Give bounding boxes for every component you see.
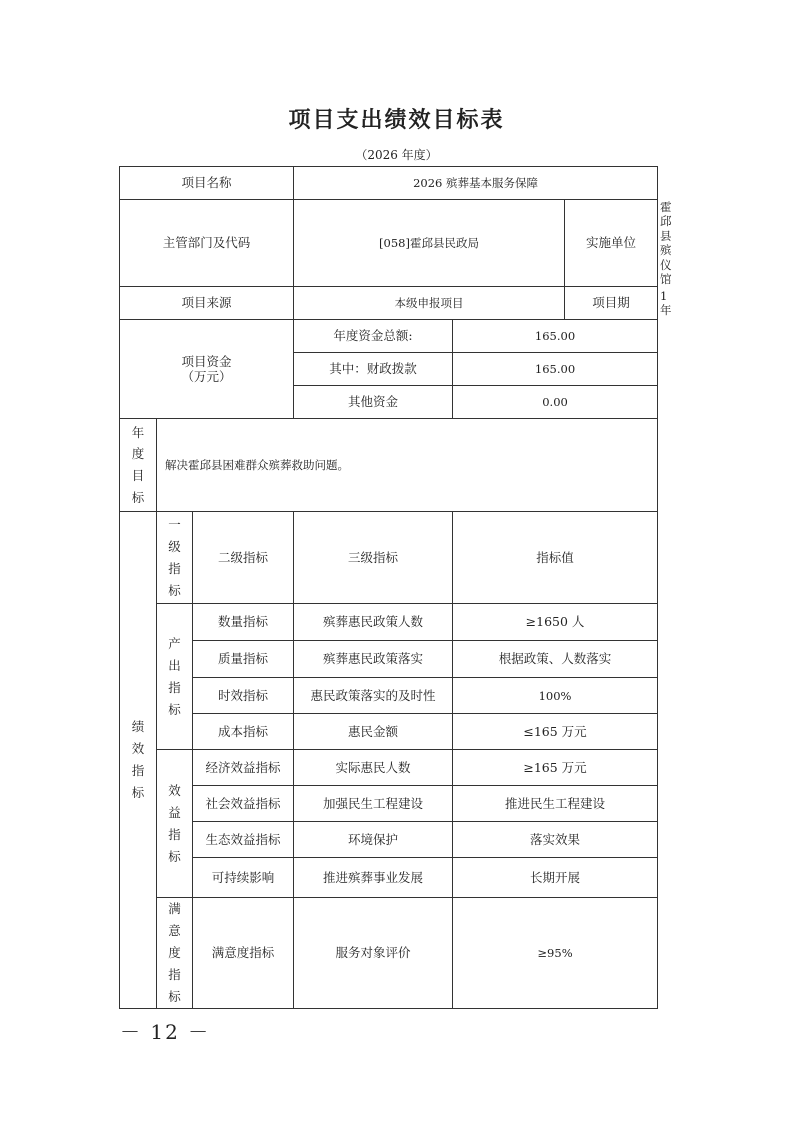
indicator-level3: 加强民生工程建设 (294, 786, 453, 822)
goal-label (120, 419, 157, 512)
impl-label: 实施单位 (565, 200, 658, 287)
funds-label-line1: 项目资金 (181, 353, 232, 369)
group-label-output (157, 604, 193, 750)
section-label-char: 指 (131, 762, 145, 778)
indicator-level3: 实际惠民人数 (294, 750, 453, 786)
indicator-level3: 殡葬惠民政策人数 (294, 604, 453, 641)
section-label-char: 效 (131, 741, 145, 757)
goal-label-char: 度 (131, 446, 145, 462)
indicator-level3: 惠民政策落实的及时性 (294, 678, 453, 714)
indicator-level3: 推进殡葬事业发展 (294, 858, 453, 898)
indicator-value: ≤165 万元 (453, 714, 658, 750)
indicator-value: ≥1650 人 (453, 604, 658, 641)
indicator-value: ≥95% (453, 898, 658, 1008)
indicator-value: 推进民生工程建设 (453, 786, 658, 822)
header-value: 指标值 (453, 512, 658, 604)
page-number: － 12 － (120, 1020, 211, 1044)
indicator-level3: 殡葬惠民政策落实 (294, 641, 453, 678)
goal-label-char: 目 (131, 468, 145, 484)
period-label: 项目期 (565, 287, 658, 320)
funds-fiscal-value: 165.00 (453, 353, 658, 386)
indicator-level2: 社会效益指标 (193, 786, 294, 822)
source-label: 项目来源 (120, 287, 294, 320)
funds-label-line2: （万元） (181, 369, 232, 385)
goal-text: 解决霍邱县困难群众殡葬救助问题。 (157, 419, 658, 512)
indicator-level2: 经济效益指标 (193, 750, 294, 786)
group-label-char: 效 (168, 783, 181, 798)
indicator-value: 长期开展 (453, 858, 658, 898)
funds-label (120, 320, 294, 419)
group-label-satisfaction (157, 898, 193, 1008)
group-label-char: 出 (168, 657, 181, 673)
indicator-value: 落实效果 (453, 822, 658, 858)
group-label-char: 益 (168, 804, 181, 820)
performance-target-table: 项目名称 2026 殡葬基本服务保障 主管部门及代码 [058]霍邱县民政局 实施单位 霍邱县殡仪馆 项目来源 本级申报项目 项目期 1 年 项目资金 （万元） 年度资金总额: 165.00 其中：财政拨款 165.00 其他资金 0.00 年 度 目 标 解决霍邱县困难群众殡葬救助问题。 绩 效 指 标 一 级 指 标 二级指标 三级指标 指标值 产 出 指 标 数量指标 殡葬惠民政策人数 ≥1650 人 质量指标 殡葬惠民政策落实 根据政策、人数落实 时效指标 惠民政策落实的及时性 100% 成本指标 惠民金额 ≤165 万元 效 益 指 标 经济效益指标 实际惠民人数 ≥165 万元 社会效益指标 加强民生工程建设 推进民生工程建设 生态效益指标 环境保护 落实效果 可持续影响 推进殡葬事业发展 长期开展 满 意 度 指 标 满意度指标 服务对象评价 ≥95% (119, 166, 658, 1009)
indicator-level2: 满意度指标 (193, 898, 294, 1008)
group-label-char: 指 (168, 966, 181, 982)
indicator-level2: 可持续影响 (193, 858, 294, 898)
header-level1-char: 指 (168, 560, 181, 576)
goal-label-char: 标 (131, 490, 145, 506)
group-label-char: 产 (168, 636, 181, 651)
indicator-level2: 数量指标 (193, 604, 294, 641)
header-level1 (157, 512, 193, 604)
indicator-level2: 生态效益指标 (193, 822, 294, 858)
funds-total-label: 年度资金总额: (294, 320, 453, 353)
indicator-level3: 环境保护 (294, 822, 453, 858)
dept-label: 主管部门及代码 (120, 200, 294, 287)
header-level3: 三级指标 (294, 512, 453, 604)
header-level1-char: 标 (168, 582, 181, 598)
group-label-char: 满 (168, 901, 181, 917)
project-name-value: 2026 殡葬基本服务保障 (294, 167, 658, 200)
indicator-value: 100% (453, 678, 658, 714)
funds-other-value: 0.00 (453, 386, 658, 419)
goal-label-char: 年 (131, 424, 145, 440)
group-label-char: 标 (168, 848, 181, 864)
indicator-value: 根据政策、人数落实 (453, 641, 658, 678)
indicator-level2: 成本指标 (193, 714, 294, 750)
indicator-level2: 质量指标 (193, 641, 294, 678)
indicator-value: ≥165 万元 (453, 750, 658, 786)
header-level2: 二级指标 (193, 512, 294, 604)
section-label-char: 标 (131, 784, 145, 800)
project-name-label: 项目名称 (120, 167, 294, 200)
group-label-char: 指 (168, 679, 181, 695)
group-label-char: 度 (168, 945, 181, 960)
section-label-char: 绩 (131, 719, 145, 735)
document-title: 项目支出绩效目标表 (288, 108, 505, 133)
dept-value: [058]霍邱县民政局 (294, 200, 565, 287)
indicators-section-label (120, 512, 157, 1008)
funds-fiscal-label: 其中：财政拨款 (294, 353, 453, 386)
indicator-level3: 服务对象评价 (294, 898, 453, 1008)
group-label-char: 指 (168, 826, 181, 842)
indicator-level3: 惠民金额 (294, 714, 453, 750)
group-label-char: 标 (168, 701, 181, 717)
document-subtitle: （2026 年度） (355, 148, 438, 162)
group-label-char: 意 (168, 923, 181, 939)
group-label-benefit (157, 750, 193, 898)
funds-total-value: 165.00 (453, 320, 658, 353)
header-level1-char: 一 (168, 517, 181, 532)
funds-other-label: 其他资金 (294, 386, 453, 419)
source-value: 本级申报项目 (294, 287, 565, 320)
indicator-level2: 时效指标 (193, 678, 294, 714)
header-level1-char: 级 (168, 538, 181, 554)
group-label-char: 标 (168, 988, 181, 1004)
